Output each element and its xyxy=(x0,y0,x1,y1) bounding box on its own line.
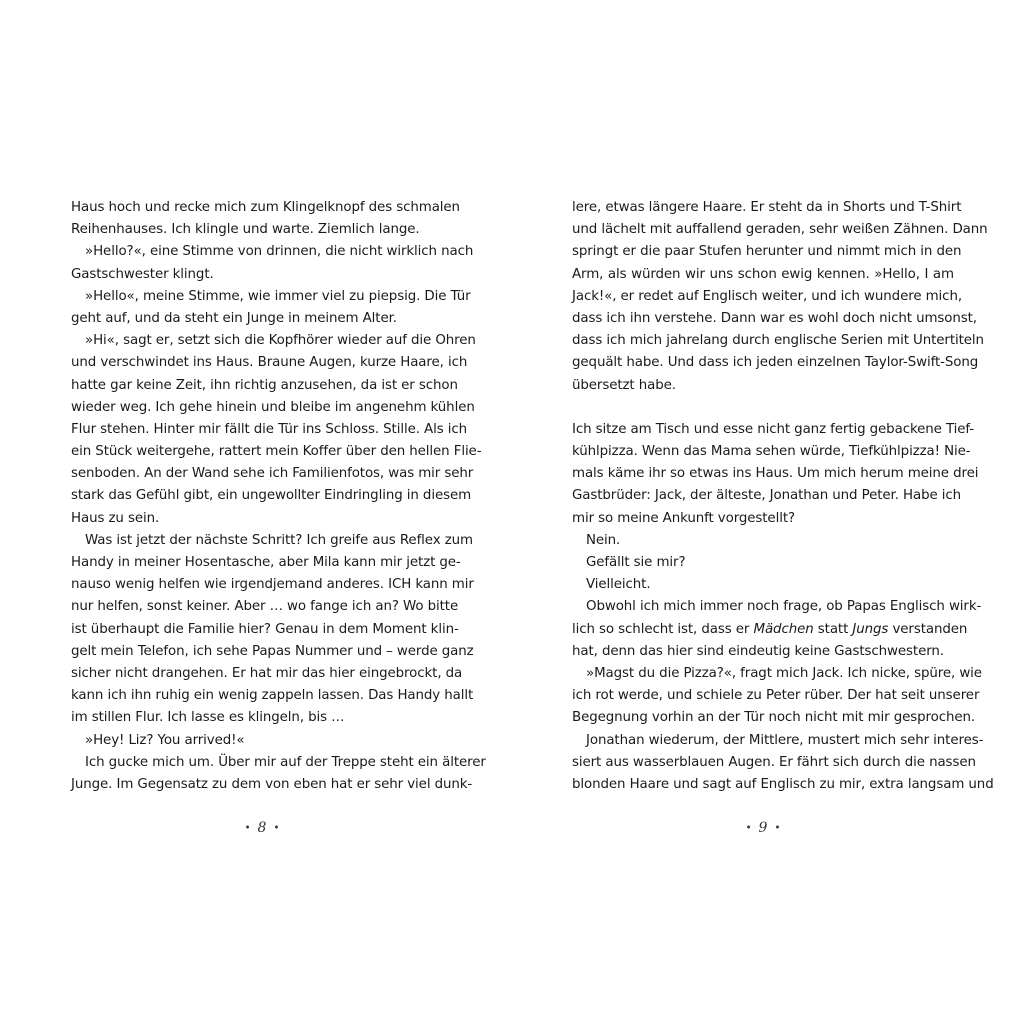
text-line: kühlpizza. Wenn das Mama sehen würde, Tiefkühlpizza! Nie- xyxy=(572,444,971,460)
text-line: gequält habe. Und dass ich jeden einzelnen Taylor-Swift-Song xyxy=(572,355,979,371)
text-line: Reihenhauses. Ich klingle und warte. Ziemlich lange. xyxy=(71,222,420,238)
text-line: Ich gucke mich um. Über mir auf der Treppe steht ein älterer xyxy=(85,754,486,770)
text-line: Arm, als würden wir uns schon ewig kennen. »Hello, I am xyxy=(572,266,954,282)
emphasis: Mädchen xyxy=(753,621,814,637)
text-line: »Hello«, meine Stimme, wie immer viel zu piepsig. Die Tür xyxy=(85,288,471,304)
text-line: sicher nicht drangehen. Er hat mir das hier eingebrockt, da xyxy=(71,665,463,681)
emphasis: Jungs xyxy=(852,621,889,637)
text-line: und verschwindet ins Haus. Braune Augen, kurze Haare, ich xyxy=(71,355,468,371)
folio-ornament-left: • xyxy=(244,822,251,834)
text-line: senboden. An der Wand sehe ich Familienfotos, was mir sehr xyxy=(71,466,474,482)
text-line: Ich sitze am Tisch und esse nicht ganz fertig gebackene Tief- xyxy=(572,421,974,437)
text-line: Obwohl ich mich immer noch frage, ob Papas Englisch wirk- xyxy=(586,599,982,615)
text-line: lich so schlecht ist, dass er Mädchen statt Jungs verstanden xyxy=(572,621,968,637)
text-line: springt er die paar Stufen herunter und nimmt mich in den xyxy=(572,244,962,260)
text-line: dass ich mich jahrelang durch englische Serien mit Untertiteln xyxy=(572,333,984,349)
text-line: nur helfen, sonst keiner. Aber … wo fange ich an? Wo bitte xyxy=(71,599,459,615)
text-line: ein Stück weitergehe, rattert mein Koffer über den hellen Flie- xyxy=(71,444,482,460)
text-line: Junge. Im Gegensatz zu dem von eben hat er sehr viel dunk- xyxy=(71,776,473,792)
text-line: kann ich ihn ruhig ein wenig zappeln lassen. Das Handy hallt xyxy=(71,688,474,704)
text-line: gelt mein Telefon, ich sehe Papas Nummer und – werde ganz xyxy=(71,643,474,659)
text-line: Was ist jetzt der nächste Schritt? Ich greife aus Reflex zum xyxy=(85,532,473,548)
left-page-number xyxy=(71,820,453,836)
text-line: Gastbrüder: Jack, der älteste, Jonathan und Peter. Habe ich xyxy=(572,488,962,504)
left-page-number-value: 8 xyxy=(257,820,267,836)
text-line: dass ich ihn verstehe. Dann war es wohl doch nicht umsonst, xyxy=(572,310,977,326)
text-line: und lächelt mit auffallend geraden, sehr weißen Zähnen. Dann xyxy=(572,222,988,238)
text-line: wieder weg. Ich gehe hinein und bleibe im angenehm kühlen xyxy=(71,399,475,415)
right-page-text xyxy=(572,197,994,796)
text-line: Handy in meiner Hosentasche, aber Mila kann mir jetzt ge- xyxy=(71,555,461,570)
text-line: Gastschwester klingt. xyxy=(71,266,214,282)
text-line: mals käme ihr so etwas ins Haus. Um mich herum meine drei xyxy=(572,466,979,482)
text-line: Begegnung vorhin an der Tür noch nicht mit mir gesprochen. xyxy=(572,710,976,726)
text-line: Vielleicht. xyxy=(586,577,651,593)
folio-ornament-left-trailing: • xyxy=(273,822,280,834)
text-line: Haus zu sein. xyxy=(71,510,160,526)
right-page-number-value: 9 xyxy=(758,820,768,836)
folio-ornament-right: • xyxy=(745,822,752,834)
text-line: Jonathan wiederum, der Mittlere, mustert mich sehr interes- xyxy=(586,732,984,748)
text-line: hat, denn das hier sind eindeutig keine Gastschwestern. xyxy=(572,643,944,659)
text-line: lere, etwas längere Haare. Er steht da in Shorts und T-Shirt xyxy=(572,200,962,215)
text-line: im stillen Flur. Ich lasse es klingeln, bis … xyxy=(71,710,345,726)
text-line: übersetzt habe. xyxy=(572,377,676,393)
left-page-text xyxy=(71,197,486,796)
text-line: Gefällt sie mir? xyxy=(586,555,686,570)
text-line: »Magst du die Pizza?«, fragt mich Jack. Ich nicke, spüre, wie xyxy=(586,665,982,681)
text-line: ich rot werde, und schiele zu Peter rüber. Der hat seit unserer xyxy=(572,688,980,704)
text-line: »Hey! Liz? You arrived!« xyxy=(85,732,245,748)
text-line: mir so meine Ankunft vorgestellt? xyxy=(572,510,795,526)
text-line: siert aus wasserblauen Augen. Er fährt sich durch die nassen xyxy=(572,754,976,770)
text-line: »Hello?«, eine Stimme von drinnen, die nicht wirklich nach xyxy=(85,244,474,260)
text-line: Nein. xyxy=(586,532,621,548)
text-line: geht auf, und da steht ein Junge in meinem Alter. xyxy=(71,310,397,326)
right-page-number xyxy=(572,820,954,836)
text-line: Flur stehen. Hinter mir fällt die Tür ins Schloss. Stille. Als ich xyxy=(71,421,468,437)
folio-ornament-right-trailing: • xyxy=(774,822,781,834)
text-line: Jack!«, er redet auf Englisch weiter, und ich wundere mich, xyxy=(572,288,962,304)
text-line xyxy=(572,397,954,419)
text-line: stark das Gefühl gibt, ein ungewollter Eindringling in diesem xyxy=(71,488,472,504)
text-line: ist überhaupt die Familie hier? Genau in dem Moment klin- xyxy=(71,621,459,637)
text-line: blonden Haare und sagt auf Englisch zu mir, extra langsam und xyxy=(572,776,994,792)
text-line: Haus hoch und recke mich zum Klingelknopf des schmalen xyxy=(71,200,460,215)
text-line: »Hi«, sagt er, setzt sich die Kopfhörer wieder auf die Ohren xyxy=(85,333,476,349)
text-line: hatte gar keine Zeit, ihn richtig anzusehen, da ist er schon xyxy=(71,377,458,393)
text-line: nauso wenig helfen wie irgendjemand anderes. ICH kann mir xyxy=(71,577,474,593)
